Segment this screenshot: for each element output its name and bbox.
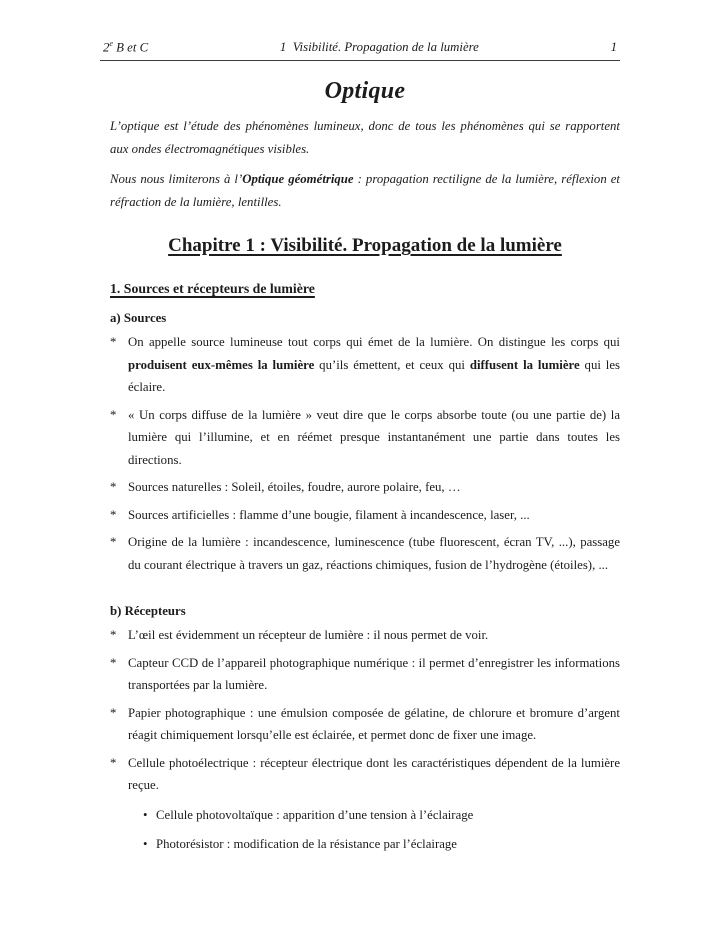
- bullet-item: [110, 404, 620, 472]
- bullet-text: L’œil est évidemment un récepteur de lumière : il nous permet de voir.: [128, 628, 489, 643]
- section-heading: 1. Sources et récepteurs de lumière: [110, 281, 315, 297]
- bullet-item: [110, 702, 620, 747]
- asterisk-bullet-marker: *: [110, 407, 117, 422]
- bullet-text: Cellule photoélectrique : récepteur électrique dont les caractéristiques dépendent de la lumière reçue.: [128, 755, 620, 793]
- header-class-label: 2e B et C: [103, 39, 149, 55]
- bullet-text: Sources artificielles : flamme d’une bougie, filament à incandescence, laser, ...: [128, 507, 530, 522]
- asterisk-bullet-marker: *: [110, 755, 117, 770]
- page-header: [100, 36, 620, 61]
- bullet-text: Origine de la lumière : incandescence, luminescence (tube fluorescent, écran TV, ...), passage du courant électrique à travers un gaz, réactions chimiques, fusion de l’hydrogène (étoiles), ...: [128, 535, 620, 572]
- asterisk-bullet-marker: *: [110, 655, 117, 670]
- bullet-text: On appelle source lumineuse tout corps qui émet de la lumière. On distingue les corps qui produisent eux-mêmes la lumière qu’ils émettent, et ceux qui diffusent la lumière qui les éclaire.: [128, 335, 621, 395]
- subsection-heading-b: b) Récepteurs: [110, 604, 186, 619]
- superscript-e: e: [109, 39, 113, 48]
- bullet-text: Sources naturelles : Soleil, étoiles, foudre, aurore polaire, feu, …: [128, 480, 461, 495]
- sub-bullet-item: [143, 804, 620, 827]
- bullet-item: [110, 752, 620, 797]
- sub-bullet-text: Photorésistor : modification de la résistance par l’éclairage: [156, 837, 457, 852]
- asterisk-bullet-marker: *: [110, 628, 117, 643]
- bullet-item: [110, 476, 620, 499]
- asterisk-bullet-marker: *: [110, 335, 117, 350]
- chapter-heading: Chapitre 1 : Visibilité. Propagation de la lumière: [168, 235, 562, 257]
- asterisk-bullet-marker: *: [110, 480, 117, 495]
- asterisk-bullet-marker: *: [110, 507, 117, 522]
- document-title: Optique: [324, 78, 406, 105]
- asterisk-bullet-marker: *: [110, 705, 117, 720]
- subsection-heading-a: a) Sources: [110, 311, 167, 326]
- sub-bullet-text: Cellule photovoltaïque : apparition d’une tension à l’éclairage: [156, 807, 474, 822]
- bullet-text: « Un corps diffuse de la lumière » veut dire que le corps absorbe toute (ou une partie de) la lumière qui l’illumine, et en réémet presque instantanément une partie dans toutes les directions.: [128, 407, 620, 467]
- bullet-item: [110, 531, 620, 576]
- bullet-item: [110, 624, 620, 647]
- bullet-text: Papier photographique : une émulsion composée de gélatine, de chlorure et bromure d’argent réagit chimiquement lorsqu’elle est éclairée, et permet donc de fixer une image.: [128, 705, 620, 743]
- dot-bullet-marker: •: [143, 807, 148, 822]
- bullet-text: Capteur CCD de l’appareil photographique numérique : il permet d’enregistrer les informations transportées par la lumière.: [128, 655, 620, 693]
- sub-bullet-item: [143, 833, 620, 856]
- bullet-item: [110, 331, 620, 399]
- dot-bullet-marker: •: [143, 837, 148, 852]
- intro-paragraph: L’optique est l’étude des phénomènes lumineux, donc de tous les phénomènes qui se rapportent aux ondes électromagnétiques visibles.: [110, 119, 620, 156]
- asterisk-bullet-marker: *: [110, 535, 117, 550]
- bullet-item: [110, 504, 620, 527]
- bullet-item: [110, 652, 620, 697]
- document-body: [110, 77, 620, 856]
- header-page-number: 1: [610, 40, 617, 55]
- intro-paragraph: Nous nous limiterons à l’Optique géométrique : propagation rectiligne de la lumière, réflexion et réfraction de la lumière, lentilles.: [110, 172, 620, 209]
- header-running-title: 1 Visibilité. Propagation de la lumière: [279, 40, 479, 55]
